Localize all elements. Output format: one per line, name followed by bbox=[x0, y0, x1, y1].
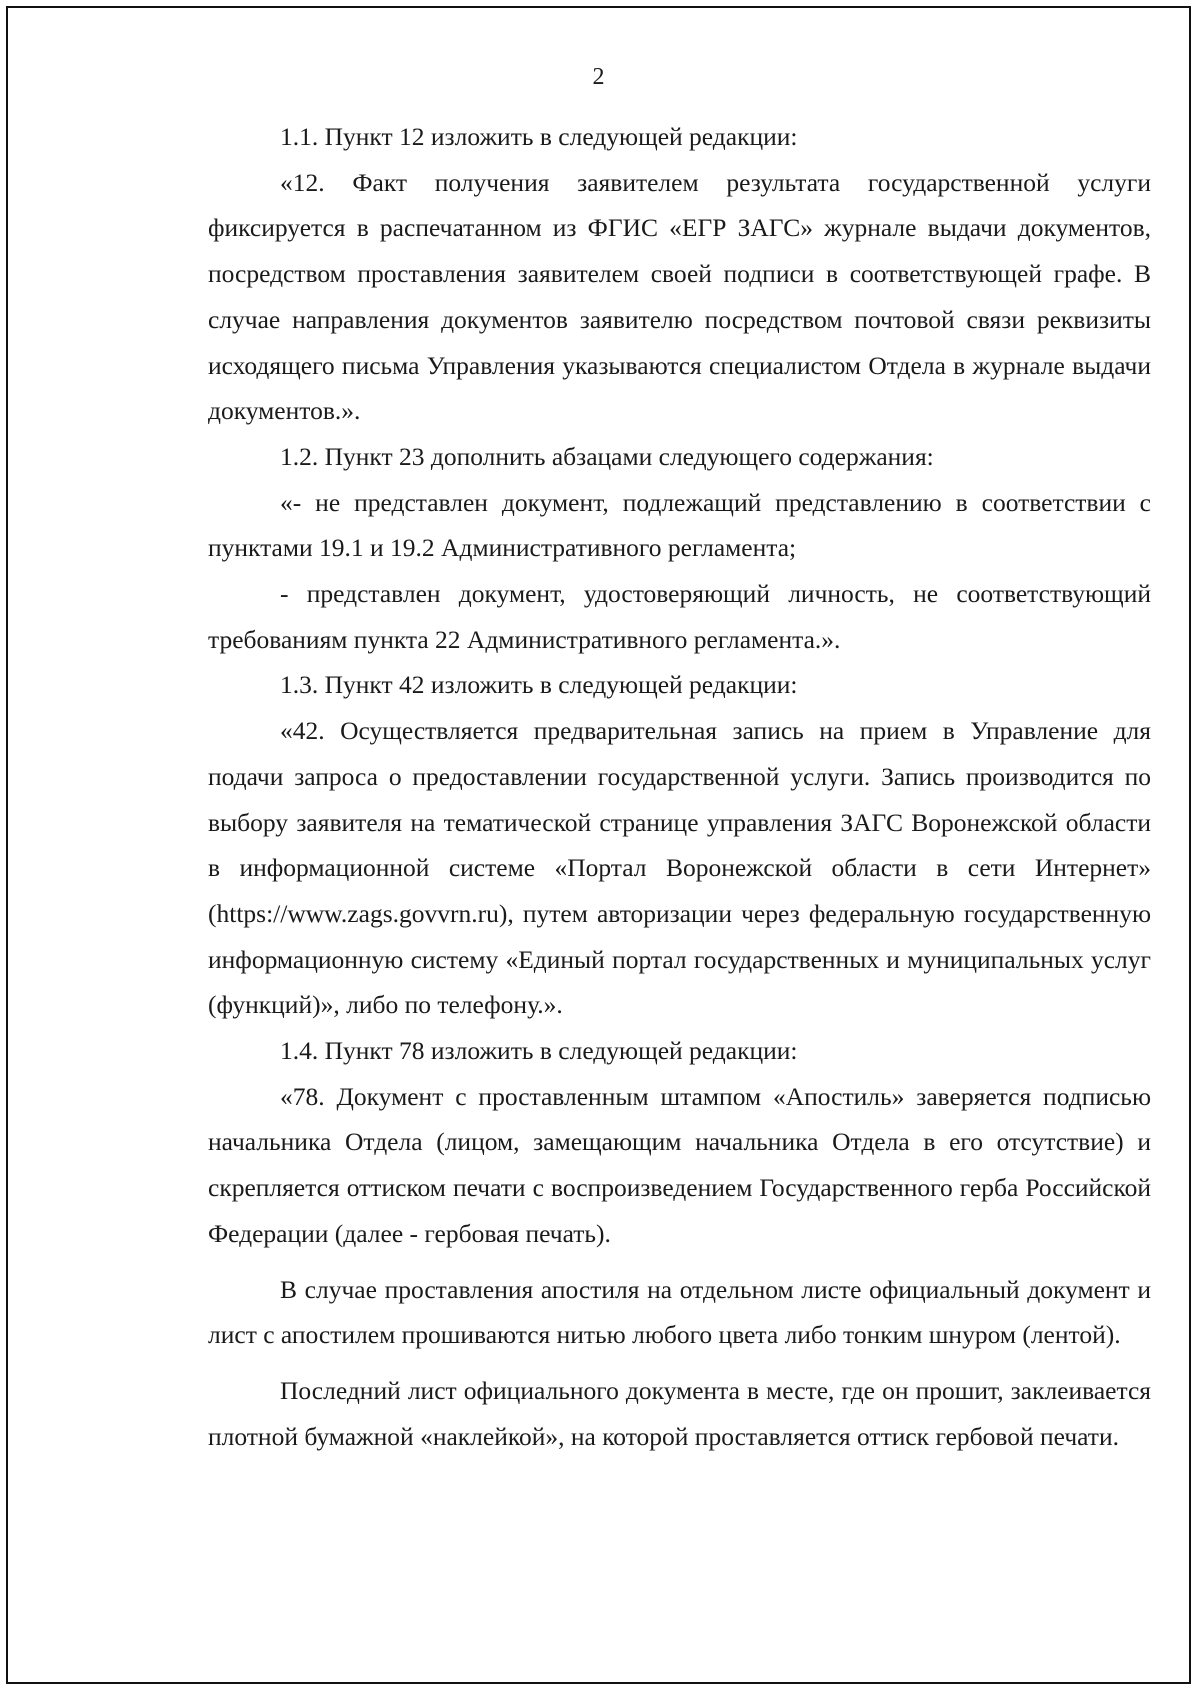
document-body bbox=[208, 114, 1151, 1459]
paragraph-last-sheet: Последний лист официального документа в месте, где он прошит, заклеивается плотной бумажной «наклейкой», на которой проставляется оттиск гербовой печати. bbox=[208, 1375, 1151, 1451]
paragraph-item-23-b: - представлен документ, удостоверяющий личность, не соответствующий требованиям пункта 22 Административного регламента.». bbox=[208, 579, 1151, 654]
paragraph-1-4-heading: 1.4. Пункт 78 изложить в следующей редакции: bbox=[280, 1036, 798, 1066]
paragraph-1-1-heading: 1.1. Пункт 12 изложить в следующей редакции: bbox=[280, 122, 798, 151]
paragraph-1-3-heading: 1.3. Пункт 42 изложить в следующей редакции: bbox=[280, 670, 798, 700]
page-number: 2 bbox=[592, 64, 605, 90]
paragraph-1-2-heading: 1.2. Пункт 23 дополнить абзацами следующего содержания: bbox=[280, 441, 934, 471]
paragraph-item-23-a: «- не представлен документ, подлежащий представлению в соответствии с пунктами 19.1 и 19.2 Административного регламента; bbox=[208, 487, 1151, 563]
paragraph-item-42: «42. Осуществляется предварительная запись на прием в Управление для подачи запроса о предоставлении государственной услуги. Запись производится по выбору заявителя на тематической странице управления ЗАГС Воронежской области в информационной системе «Портал Воронежской области в сети Интернет» (https://www.zags.govvrn.ru), путем авторизации через федеральную государственную информационную систему «Единый портал государственных и муниципальных услуг (функций)», либо по телефону.». bbox=[208, 716, 1151, 1020]
paragraph-apostille-sheet: В случае проставления апостиля на отдельном листе официальный документ и лист с апостилем прошиваются нитью любого цвета либо тонким шнуром (лентой). bbox=[208, 1274, 1151, 1350]
paragraph-item-78: «78. Документ с проставленным штампом «Апостиль» заверяется подписью начальника Отдела (лицом, замещающим начальника Отдела в его отсутствие) и скрепляется оттиском печати с воспроизведением Государственного герба Российской Федерации (далее - гербовая печать). bbox=[208, 1081, 1151, 1248]
document-page bbox=[6, 6, 1191, 1684]
paragraph-item-12: «12. Факт получения заявителем результата государственной услуги фиксируется в распечатанном из ФГИС «ЕГР ЗАГС» журнале выдачи документов, посредством проставления заявителем своей подписи в соответствующей графе. В случае направления документов заявителю посредством почтовой связи реквизиты исходящего письма Управления указываются специалистом Отдела в журнале выдачи документов.». bbox=[208, 167, 1151, 426]
